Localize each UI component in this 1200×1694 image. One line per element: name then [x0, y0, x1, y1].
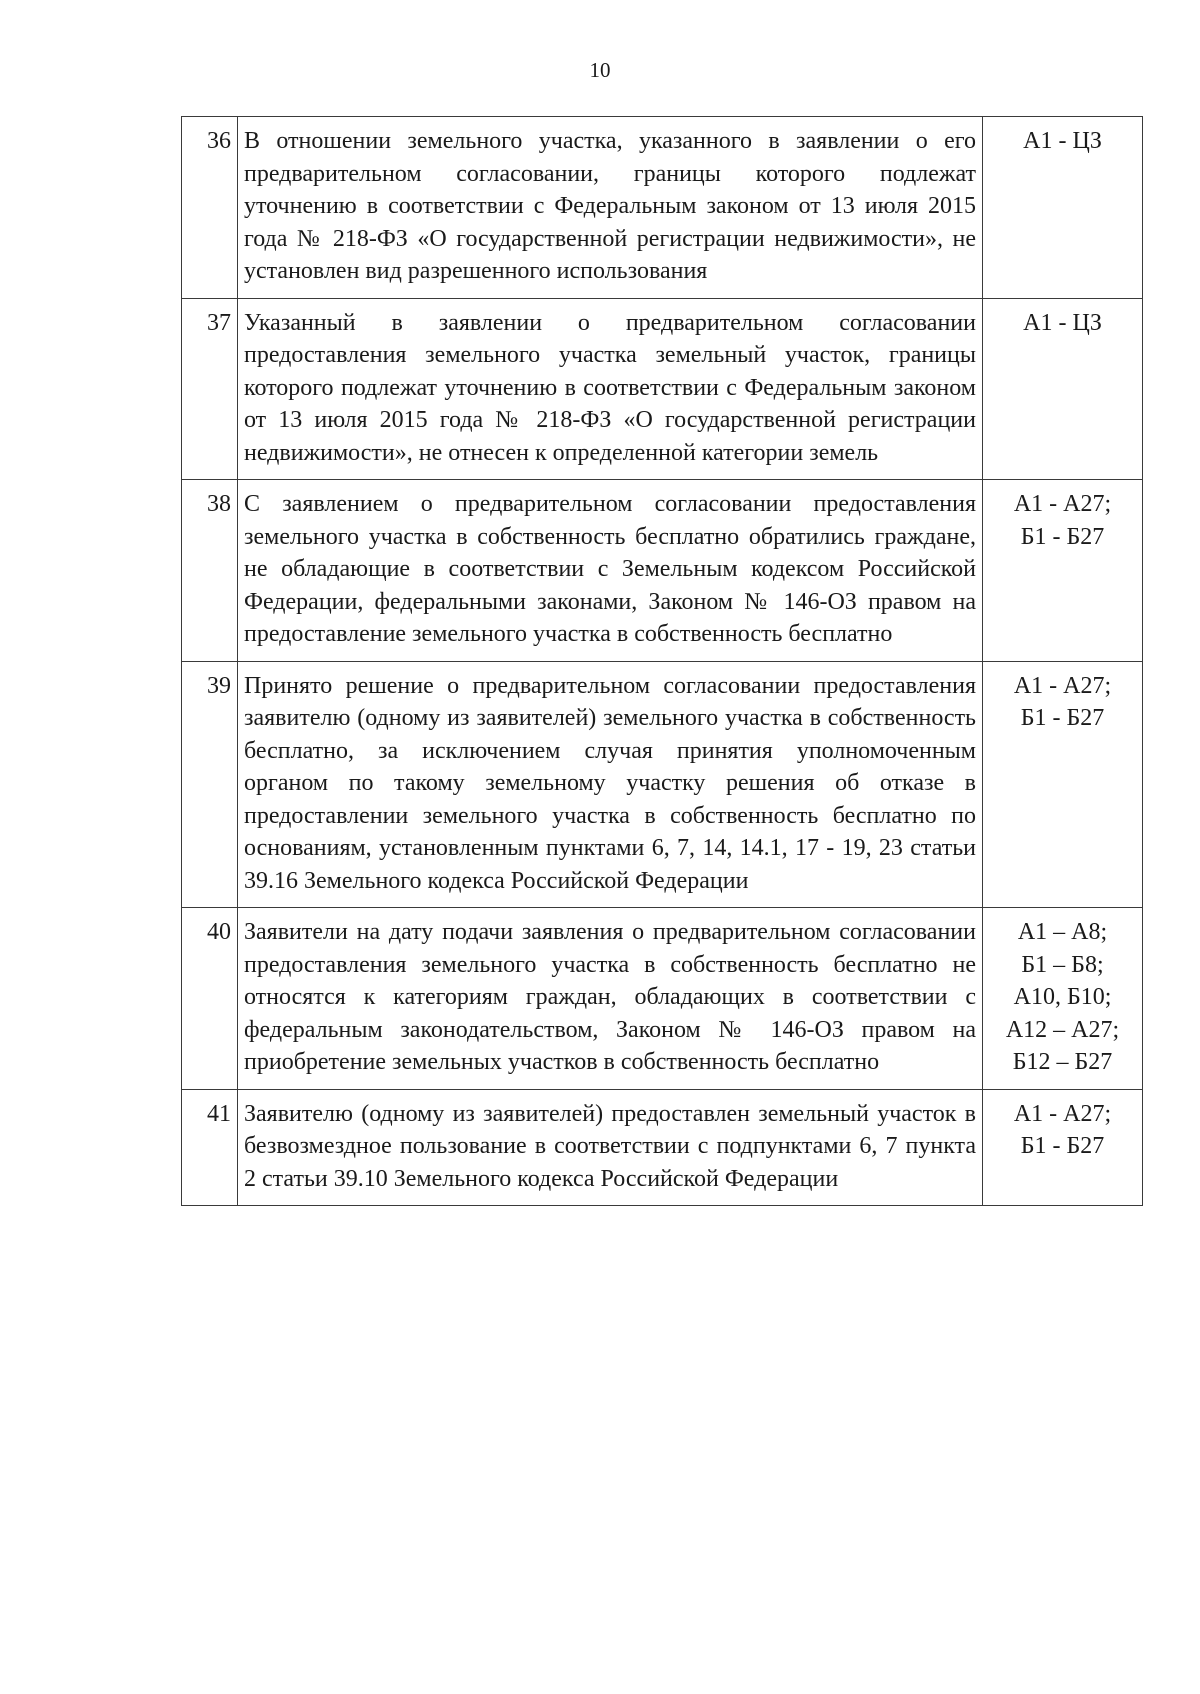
row-description: Заявители на дату подачи заявления о предварительном согласовании предоставления земельного участка в собственность бесплатно не относятся к категориям граждан, обладающих в соответствии с федеральным законодательством, Законом № 146-ОЗ правом на приобретение земельных участков в собственность бесплатно — [238, 908, 983, 1090]
code-line: Б12 – Б27 — [1012, 1049, 1113, 1075]
code-line: Б1 - Б27 — [1020, 523, 1105, 550]
code-line: А1 - А27; — [1013, 1100, 1112, 1127]
row-description: С заявлением о предварительном согласовании предоставления земельного участка в собственность бесплатно обратились граждане, не обладающие в соответствии с Земельным кодексом Российской Федерации, федеральными законами, Законом № 146-ОЗ правом на предоставление земельного участка в собственность бесплатно — [238, 480, 983, 662]
row-number: 38 — [182, 480, 238, 662]
table-row — [182, 117, 1143, 299]
code-line: А1 – А8; — [1017, 919, 1108, 945]
code-line: А1 - А27; — [1013, 672, 1112, 699]
row-codes — [983, 661, 1143, 908]
row-codes — [983, 480, 1143, 662]
row-description: В отношении земельного участка, указанного в заявлении о его предварительном согласовании, границы которого подлежат уточнению в соответствии с Федеральным законом от 13 июля 2015 года № 218-ФЗ «О государственной регистрации недвижимости», не установлен вид разрешенного использования — [238, 117, 983, 299]
row-codes — [983, 1089, 1143, 1206]
table-row — [182, 298, 1143, 480]
row-number: 39 — [182, 661, 238, 908]
row-number: 40 — [182, 908, 238, 1090]
page-number: 10 — [589, 58, 611, 82]
code-line: А10, Б10; — [1013, 984, 1112, 1010]
table-row — [182, 661, 1143, 908]
table-row — [182, 1089, 1143, 1206]
code-line: Б1 – Б8; — [1021, 951, 1104, 978]
requirements-table — [181, 116, 1143, 1206]
row-description: Принято решение о предварительном согласовании предоставления заявителю (одному из заявителей) земельного участка в собственность бесплатно, за исключением случая принятия уполномоченным органом по такому земельному участку решения об отказе в предоставлении земельного участка в собственность бесплатно по основаниям, установленным пунктами 6, 7, 14, 14.1, 17 - 19, 23 статьи 39.16 Земельного кодекса Российской Федерации — [238, 661, 983, 908]
table-row — [182, 480, 1143, 662]
row-number: 41 — [182, 1089, 238, 1206]
row-number: 36 — [182, 117, 238, 299]
row-codes — [983, 908, 1143, 1090]
code-line: Б1 - Б27 — [1020, 705, 1105, 731]
row-codes — [983, 298, 1143, 480]
row-description: Указанный в заявлении о предварительном согласовании предоставления земельного участка земельный участок, границы которого подлежат уточнению в соответствии с Федеральным законом от 13 июля 2015 года № 218-ФЗ «О государственной регистрации недвижимости», не отнесен к определенной категории земель — [238, 298, 983, 480]
code-line: Б1 - Б27 — [1020, 1133, 1105, 1159]
row-codes — [983, 117, 1143, 299]
row-description: Заявителю (одному из заявителей) предоставлен земельный участок в безвозмездное пользование в соответствии с подпунктами 6, 7 пункта 2 статьи 39.10 Земельного кодекса Российской Федерации — [238, 1089, 983, 1206]
row-number: 37 — [182, 298, 238, 480]
code-line: А1 - А27; — [1013, 491, 1112, 517]
code-line: А1 - ЦЗ — [1023, 309, 1102, 336]
table-row — [182, 908, 1143, 1090]
code-line: А12 – А27; — [1005, 1016, 1120, 1043]
code-line: А1 - ЦЗ — [1023, 128, 1102, 154]
